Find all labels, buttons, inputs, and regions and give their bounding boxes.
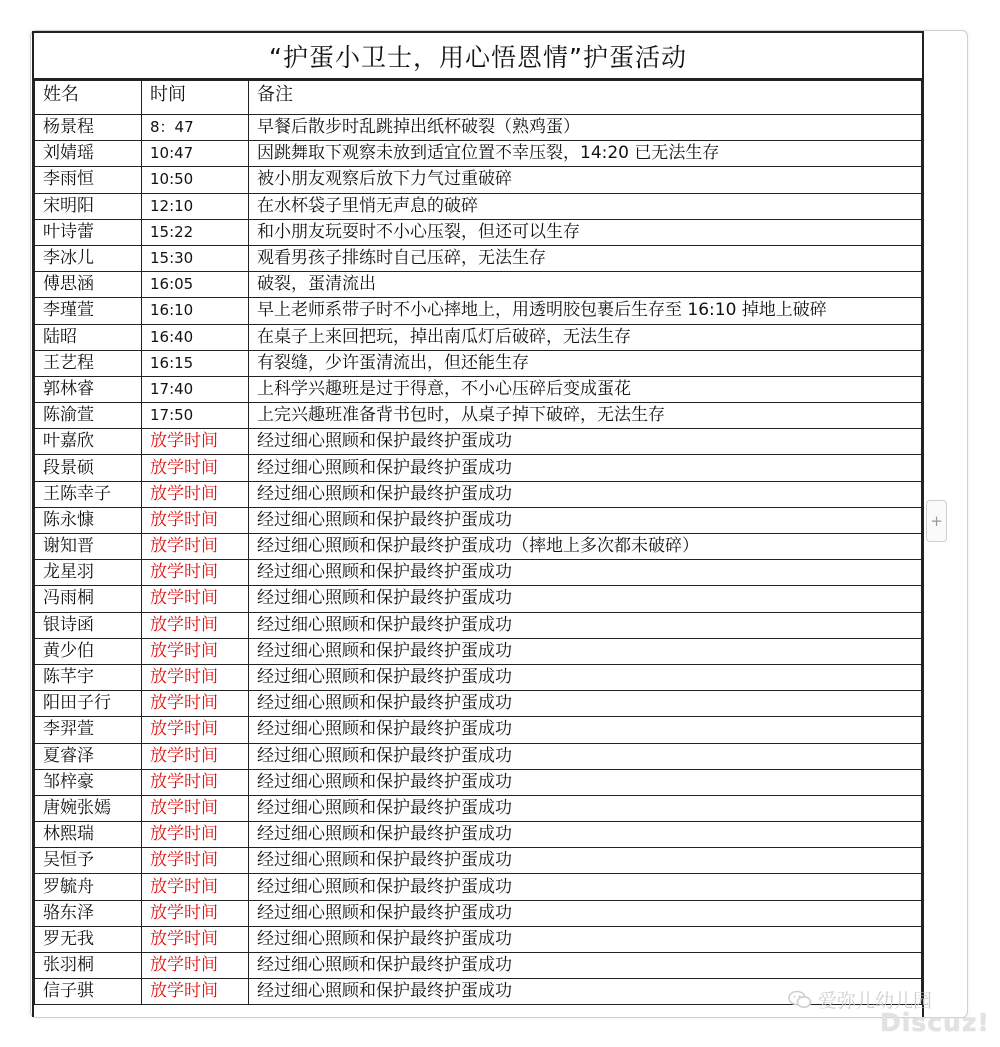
note-cell: 经过细心照顾和保护最终护蛋成功: [249, 664, 922, 690]
name-cell: 叶诗蕾: [35, 219, 142, 245]
activity-table: [34, 80, 922, 1005]
note-cell: 破裂，蛋清流出: [249, 272, 922, 298]
table-row: [35, 874, 922, 900]
note-cell: 上科学兴趣班是过于得意，不小心压碎后变成蛋花: [249, 376, 922, 402]
time-cell: 放学时间: [142, 979, 249, 1005]
name-cell: 张羽桐: [35, 953, 142, 979]
note-cell: 因跳舞取下观察未放到适宜位置不幸压裂，14:20 已无法生存: [249, 141, 922, 167]
time-cell: 放学时间: [142, 822, 249, 848]
name-cell: 陆昭: [35, 324, 142, 350]
name-cell: 李羿萱: [35, 717, 142, 743]
time-cell: 放学时间: [142, 953, 249, 979]
time-cell: 16:15: [142, 350, 249, 376]
table-row: [35, 638, 922, 664]
table-row: [35, 769, 922, 795]
name-cell: 夏睿泽: [35, 743, 142, 769]
table-row: [35, 193, 922, 219]
note-cell: 经过细心照顾和保护最终护蛋成功: [249, 848, 922, 874]
time-cell: 放学时间: [142, 691, 249, 717]
name-cell: 骆东泽: [35, 900, 142, 926]
name-cell: 罗无我: [35, 926, 142, 952]
note-cell: 经过细心照顾和保护最终护蛋成功: [249, 612, 922, 638]
time-cell: 放学时间: [142, 638, 249, 664]
wechat-icon: [788, 990, 812, 1010]
note-cell: 经过细心照顾和保护最终护蛋成功: [249, 769, 922, 795]
name-cell: 陈永慷: [35, 507, 142, 533]
note-cell: 经过细心照顾和保护最终护蛋成功: [249, 638, 922, 664]
time-cell: 12:10: [142, 193, 249, 219]
table-row: [35, 403, 922, 429]
name-cell: 段景硕: [35, 455, 142, 481]
table-row: [35, 926, 922, 952]
time-cell: 17:40: [142, 376, 249, 402]
table-row: [35, 141, 922, 167]
name-cell: 杨景程: [35, 115, 142, 141]
note-cell: 经过细心照顾和保护最终护蛋成功: [249, 926, 922, 952]
table-row: [35, 245, 922, 271]
name-cell: 王艺程: [35, 350, 142, 376]
page-title: “护蛋小卫士，用心悟恩情”护蛋活动: [34, 33, 922, 80]
table-row: [35, 743, 922, 769]
time-cell: 放学时间: [142, 481, 249, 507]
name-cell: 李雨恒: [35, 167, 142, 193]
expand-side-button[interactable]: [926, 500, 947, 542]
time-cell: 放学时间: [142, 586, 249, 612]
table-row: [35, 900, 922, 926]
activity-sheet: [32, 31, 924, 1017]
name-cell: 吴恒予: [35, 848, 142, 874]
note-cell: 经过细心照顾和保护最终护蛋成功: [249, 900, 922, 926]
name-cell: 傅思涵: [35, 272, 142, 298]
table-row: [35, 324, 922, 350]
time-cell: 放学时间: [142, 717, 249, 743]
table-row: [35, 586, 922, 612]
note-cell: 经过细心照顾和保护最终护蛋成功: [249, 743, 922, 769]
note-cell: 观看男孩子排练时自己压碎，无法生存: [249, 245, 922, 271]
name-cell: 李冰儿: [35, 245, 142, 271]
name-cell: 林熙瑞: [35, 822, 142, 848]
time-cell: 放学时间: [142, 612, 249, 638]
table-row: [35, 534, 922, 560]
name-cell: 叶嘉欣: [35, 429, 142, 455]
name-cell: 黄少伯: [35, 638, 142, 664]
header-name: 姓名: [35, 81, 142, 115]
header-time: 时间: [142, 81, 249, 115]
name-cell: 陈渝萱: [35, 403, 142, 429]
note-cell: 早餐后散步时乱跳掉出纸杯破裂（熟鸡蛋）: [249, 115, 922, 141]
time-cell: 放学时间: [142, 560, 249, 586]
table-row: [35, 115, 922, 141]
note-cell: 经过细心照顾和保护最终护蛋成功: [249, 481, 922, 507]
note-cell: 经过细心照顾和保护最终护蛋成功: [249, 507, 922, 533]
note-cell: 在水杯袋子里悄无声息的破碎: [249, 193, 922, 219]
time-cell: 放学时间: [142, 455, 249, 481]
table-row: [35, 795, 922, 821]
time-cell: 放学时间: [142, 664, 249, 690]
time-cell: 放学时间: [142, 848, 249, 874]
time-cell: 16:10: [142, 298, 249, 324]
name-cell: 阳田子行: [35, 691, 142, 717]
name-cell: 李瑾萱: [35, 298, 142, 324]
table-row: [35, 350, 922, 376]
name-cell: 邹梓豪: [35, 769, 142, 795]
table-header-row: [35, 81, 922, 115]
time-cell: 16:05: [142, 272, 249, 298]
note-cell: 经过细心照顾和保护最终护蛋成功: [249, 586, 922, 612]
name-cell: 宋明阳: [35, 193, 142, 219]
time-cell: 放学时间: [142, 743, 249, 769]
time-cell: 15:30: [142, 245, 249, 271]
note-cell: 经过细心照顾和保护最终护蛋成功（摔地上多次都未破碎）: [249, 534, 922, 560]
name-cell: 信子骐: [35, 979, 142, 1005]
note-cell: 经过细心照顾和保护最终护蛋成功: [249, 979, 922, 1005]
note-cell: 有裂缝，少许蛋清流出，但还能生存: [249, 350, 922, 376]
time-cell: 放学时间: [142, 429, 249, 455]
name-cell: 刘婧瑶: [35, 141, 142, 167]
table-row: [35, 560, 922, 586]
time-cell: 16:40: [142, 324, 249, 350]
note-cell: 经过细心照顾和保护最终护蛋成功: [249, 429, 922, 455]
time-cell: 放学时间: [142, 507, 249, 533]
watermark-text: 爱弥儿幼儿园: [818, 990, 933, 1012]
note-cell: 被小朋友观察后放下力气过重破碎: [249, 167, 922, 193]
name-cell: 冯雨桐: [35, 586, 142, 612]
note-cell: 经过细心照顾和保护最终护蛋成功: [249, 691, 922, 717]
note-cell: 经过细心照顾和保护最终护蛋成功: [249, 953, 922, 979]
table-row: [35, 953, 922, 979]
note-cell: 经过细心照顾和保护最终护蛋成功: [249, 560, 922, 586]
table-row: [35, 691, 922, 717]
name-cell: 唐婉张嫣: [35, 795, 142, 821]
time-cell: 10:50: [142, 167, 249, 193]
name-cell: 郭林睿: [35, 376, 142, 402]
note-cell: 经过细心照顾和保护最终护蛋成功: [249, 822, 922, 848]
table-row: [35, 848, 922, 874]
note-cell: 经过细心照顾和保护最终护蛋成功: [249, 717, 922, 743]
time-cell: 放学时间: [142, 874, 249, 900]
note-cell: 和小朋友玩耍时不小心压裂，但还可以生存: [249, 219, 922, 245]
name-cell: 谢知晋: [35, 534, 142, 560]
table-row: [35, 298, 922, 324]
note-cell: 经过细心照顾和保护最终护蛋成功: [249, 874, 922, 900]
name-cell: 王陈幸子: [35, 481, 142, 507]
table-row: [35, 664, 922, 690]
time-cell: 15:22: [142, 219, 249, 245]
table-row: [35, 429, 922, 455]
time-cell: 10:47: [142, 141, 249, 167]
table-row: [35, 717, 922, 743]
time-cell: 17:50: [142, 403, 249, 429]
note-cell: 经过细心照顾和保护最终护蛋成功: [249, 455, 922, 481]
time-cell: 放学时间: [142, 795, 249, 821]
name-cell: 银诗函: [35, 612, 142, 638]
table-row: [35, 822, 922, 848]
table-row: [35, 376, 922, 402]
table-row: [35, 272, 922, 298]
note-cell: 早上老师系带子时不小心摔地上，用透明胶包裹后生存至 16:10 掉地上破碎: [249, 298, 922, 324]
name-cell: 龙星羽: [35, 560, 142, 586]
table-row: [35, 481, 922, 507]
header-note: 备注: [249, 81, 922, 115]
time-cell: 8：47: [142, 115, 249, 141]
name-cell: 陈芊宇: [35, 664, 142, 690]
time-cell: 放学时间: [142, 534, 249, 560]
time-cell: 放学时间: [142, 769, 249, 795]
table-row: [35, 507, 922, 533]
table-row: [35, 455, 922, 481]
note-cell: 在桌子上来回把玩，掉出南瓜灯后破碎，无法生存: [249, 324, 922, 350]
name-cell: 罗毓舟: [35, 874, 142, 900]
note-cell: 经过细心照顾和保护最终护蛋成功: [249, 795, 922, 821]
time-cell: 放学时间: [142, 926, 249, 952]
table-row: [35, 219, 922, 245]
table-row: [35, 167, 922, 193]
note-cell: 上完兴趣班准备背书包时，从桌子掉下破碎，无法生存: [249, 403, 922, 429]
discuz-watermark: Discuz!: [880, 1008, 990, 1037]
table-row: [35, 612, 922, 638]
plus-icon: +: [930, 512, 943, 530]
time-cell: 放学时间: [142, 900, 249, 926]
